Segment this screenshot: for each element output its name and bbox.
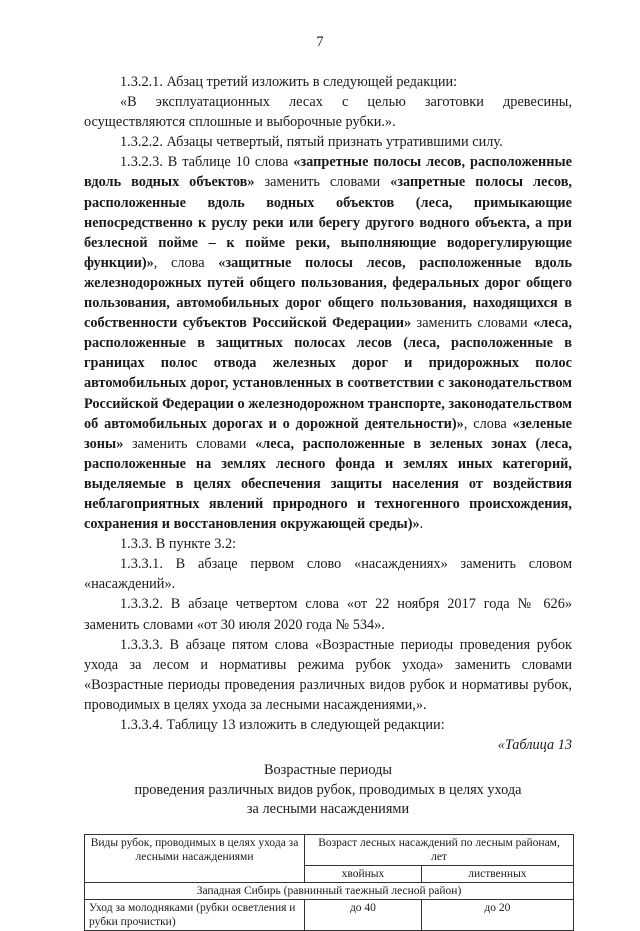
paragraph-1-3-3-3: 1.3.3.3. В абзаце пятом слова «Возрастные периоды проведения рубок ухода за лесом и нормативы режима рубок ухода» заменить словами «Возрастные периоды проведения различных видов рубок и нормативы рубок, проводимых в целях ухода за лесными насаждениями,». xyxy=(84,636,572,713)
bold-phrase: «запретные полосы лесов, расположенные вдоль водных объектов» xyxy=(84,154,572,191)
deciduous-age-cell: до 20 xyxy=(421,899,573,930)
paragraph-1-3-2-2: 1.3.2.2. Абзацы четвертый, пятый признать утратившими силу. xyxy=(120,134,503,151)
text-run: , слова xyxy=(153,254,219,271)
text-run: заменить словами xyxy=(254,174,391,191)
table-number: «Таблица 13 xyxy=(497,737,572,754)
text-run: . xyxy=(419,516,424,533)
page-number: 7 xyxy=(316,34,324,50)
bold-phrase: «зеленые зоны» xyxy=(84,415,572,452)
paragraph-1-3-3: 1.3.3. В пункте 3.2: xyxy=(120,536,237,553)
table-title-line: Возрастные периоды xyxy=(263,762,392,779)
quoted-paragraph: «В эксплуатационных лесах с целью заготовки древесины, осуществляются сплошные и выборочные рубки.». xyxy=(84,94,572,131)
document-body xyxy=(84,72,572,931)
bold-phrase: «леса, расположенные в зеленых зонах (леса, расположенные на землях лесного фонда и землях иных категорий, выделяемые в целях обеспечения защиты населения от воздействия неблагоприятных явлений природного и техногенного происхождения, сохранения и восстановления окружающей среды)» xyxy=(84,435,572,533)
table-title-line: проведения различных видов рубок, проводимых в целях ухода xyxy=(134,781,522,798)
paragraph-1-3-3-2: 1.3.3.2. В абзаце четвертом слова «от 22 ноября 2017 года № 626» заменить словами «от 30 июля 2020 года № 534». xyxy=(84,596,572,633)
cutting-type-cell: Уход за молодняками (рубки осветления и рубки прочистки) xyxy=(85,899,305,930)
bold-phrase: «запретные полосы лесов, расположенные вдоль водных объектов (леса, примыкающие непосредственно к руслу реки или берегу другого водного объекта, а при безлесной пойме – к пойме реки, выполняющие водорегулирующие функции)» xyxy=(84,174,572,271)
table-row xyxy=(85,899,574,930)
header-cell-cutting-type: Виды рубок, проводимых в целях ухода за лесными насаждениями xyxy=(85,834,305,882)
bold-phrase: «защитные полосы лесов, расположенные вдоль железнодорожных путей общего пользования, федеральных дорог общего пользования, автомобильных дорог общего пользования, находящихся в собственности субъектов Российской Федерации» xyxy=(84,254,572,332)
age-periods-table xyxy=(84,834,574,931)
paragraph-1-3-3-4: 1.3.3.4. Таблицу 13 изложить в следующей редакции: xyxy=(120,717,445,733)
header-cell-age: Возраст лесных насаждений по лесным районам, лет xyxy=(305,834,574,865)
paragraph-1-3-2-1: 1.3.2.1. Абзац третий изложить в следующей редакции: xyxy=(120,74,458,90)
bold-phrase: «леса, расположенные в защитных полосах лесов (леса, расположенные в границах полос отвода железных дорог и придорожных полос автомобильных дорог, установленных в соответствии с законодательством Российской Федерации о железнодорожном транспорте, законодательством об автомобильных дорогах и о дорожной деятельности)» xyxy=(84,315,572,432)
conifer-age-cell: до 40 xyxy=(305,899,422,930)
paragraph-1-3-2-3 xyxy=(84,152,572,534)
header-cell-conifer: хвойных xyxy=(305,865,422,882)
text-run: заменить словами xyxy=(411,315,534,332)
region-cell: Западная Сибирь (равнинный таежный лесной район) xyxy=(85,882,574,899)
text-run: заменить словами xyxy=(123,435,256,452)
table-title xyxy=(84,761,572,820)
table-title-line: за лесными насаждениями xyxy=(246,801,410,818)
paragraph-1-3-3-1: 1.3.3.1. В абзаце первом слово «насаждениях» заменить словом «насаждений». xyxy=(84,556,572,593)
header-cell-deciduous: лиственных xyxy=(421,865,573,882)
text-run: 1.3.2.3. В таблице 10 слова xyxy=(120,154,294,171)
table-region-row xyxy=(85,882,574,899)
table-header-row xyxy=(85,834,574,865)
text-run: , слова xyxy=(463,415,513,432)
